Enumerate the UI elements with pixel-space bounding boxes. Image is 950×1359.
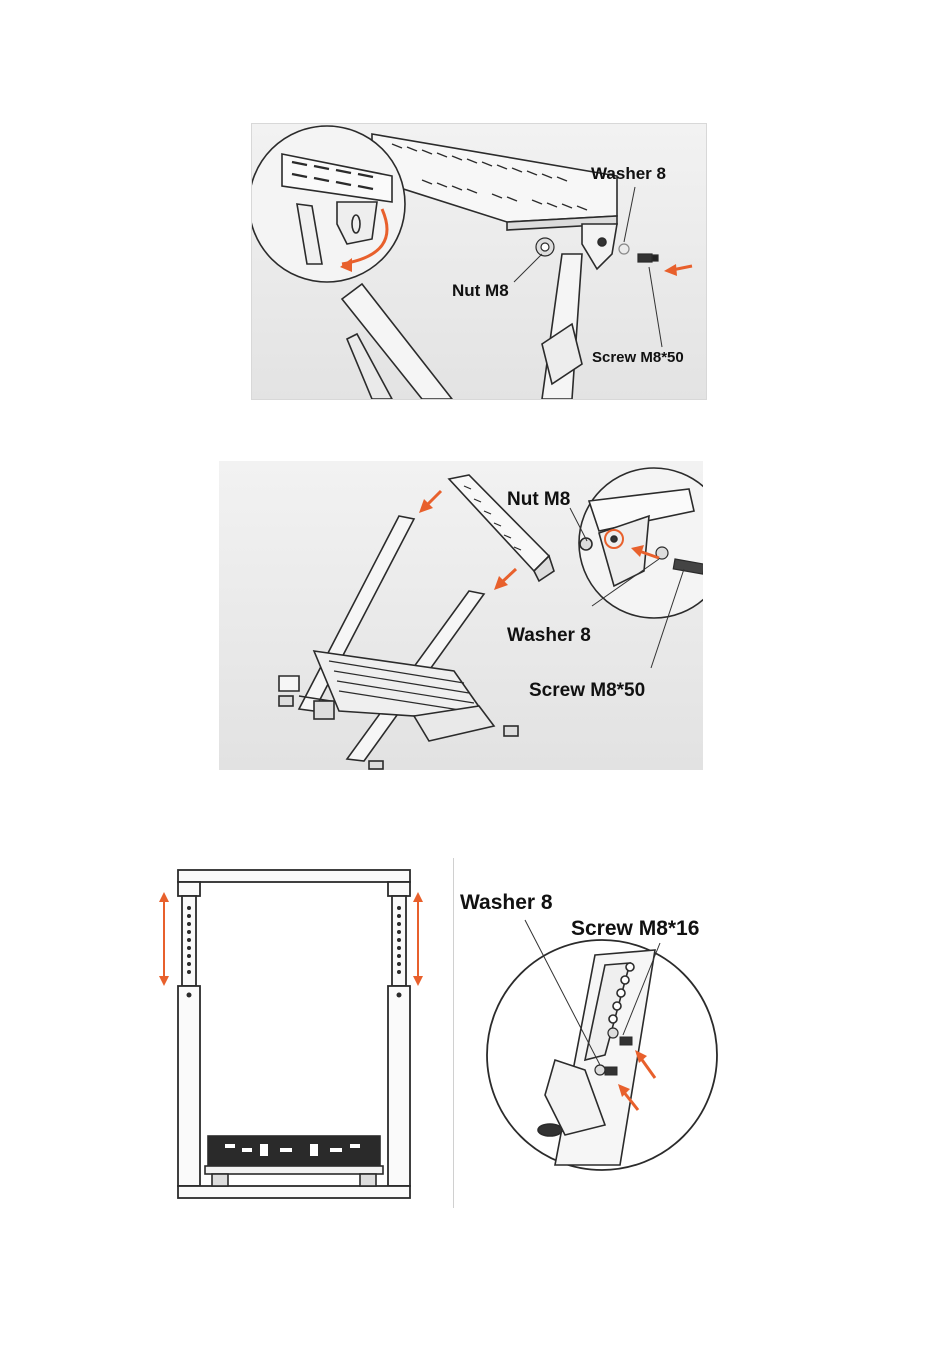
step3-screw-label: Screw M8*16 — [571, 917, 700, 940]
zoom-callout — [252, 126, 405, 282]
nut-m8 — [536, 238, 554, 256]
step2-nut-label: Nut M8 — [507, 489, 571, 510]
step1-washer-label: Washer 8 — [591, 164, 666, 183]
bracket — [582, 224, 617, 269]
step3-front-view — [150, 860, 430, 1205]
front-view-drawing — [150, 860, 430, 1205]
screw-m8-16-upper — [620, 1037, 632, 1045]
step2-illustration — [219, 461, 703, 770]
adjust-holes — [187, 906, 402, 998]
step3-divider — [453, 858, 454, 1208]
step1-nut-label: Nut M8 — [452, 281, 509, 300]
step1-screw-label: Screw M8*50 — [592, 349, 684, 366]
stand-frame — [279, 516, 518, 769]
screw-m8-16-lower — [605, 1067, 617, 1075]
washer-8 — [619, 244, 629, 254]
step2-drawing — [219, 461, 703, 770]
washer-8 — [595, 1065, 605, 1075]
step2-screw-label: Screw M8*50 — [529, 680, 646, 701]
step3-washer-label: Washer 8 — [460, 891, 553, 914]
step3-zoom-view — [455, 885, 755, 1185]
screw-m8-50 — [638, 254, 658, 262]
place-arrows — [419, 491, 516, 590]
insert-arrow — [664, 264, 692, 276]
step2-washer-label: Washer 8 — [507, 625, 591, 646]
height-adjust-arrows — [159, 892, 423, 986]
step1-illustration — [251, 123, 707, 400]
base-plate — [205, 1136, 383, 1186]
washer-8-upper — [608, 1028, 618, 1038]
frame-tubes — [342, 254, 582, 399]
zoom-callout — [579, 468, 703, 618]
